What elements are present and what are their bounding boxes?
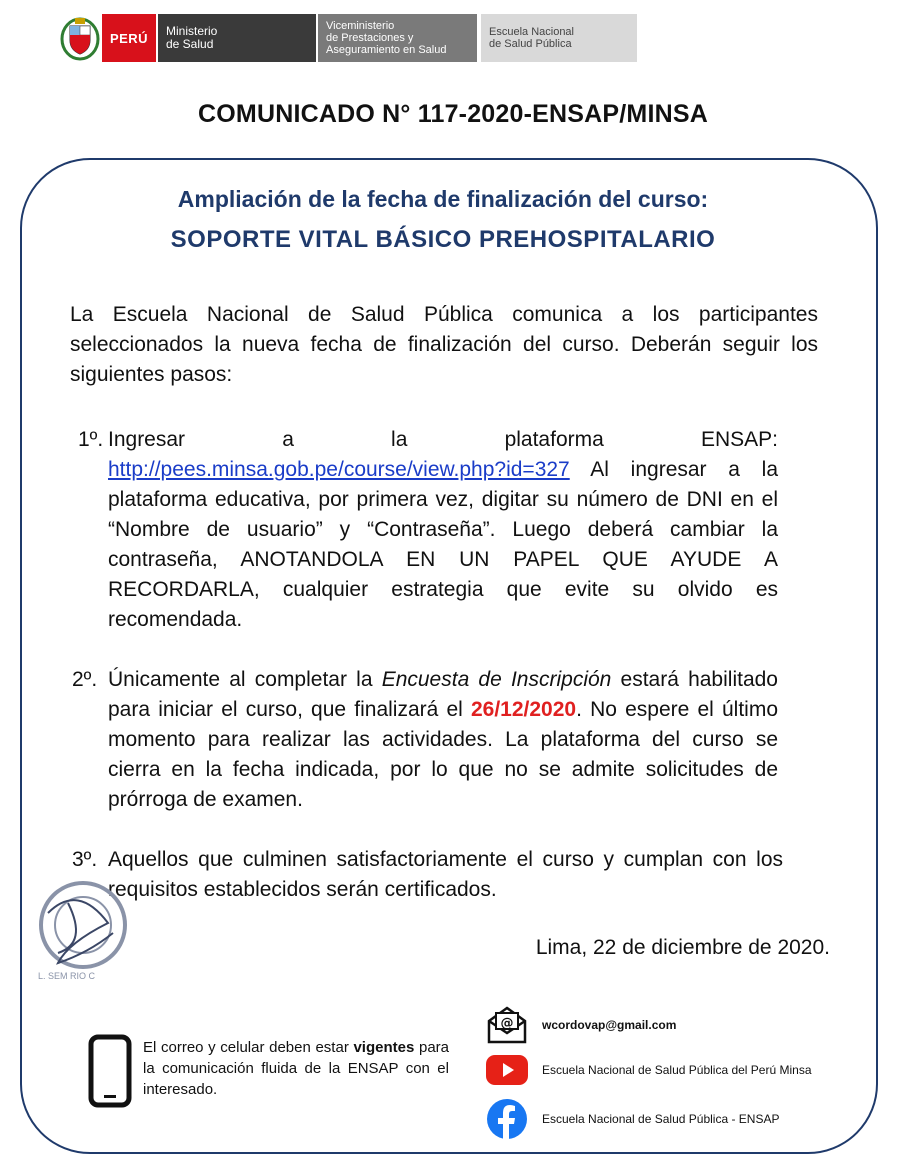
step-1-text: Ingresar a la plataforma ENSAP: http://pees.minsa.gob.pe/course/view.php?id=327 Al ingresar a la plataforma educativa, por primera vez, digitar su número de DNI en el “Nombre de usuario” y “Contraseña”. Luego deberá cambiar la contraseña, ANOTANDOLA EN UN PAPEL QUE AYUDE A RECORDARLA, cualquier estrategia que evite su olvido es recomendada. xyxy=(108,428,778,631)
svg-text:L. SEM RIO C: L. SEM RIO C xyxy=(38,971,96,981)
school-label: Escuela Nacional de Salud Pública xyxy=(481,14,637,62)
page-title: COMUNICADO N° 117-2020-ENSAP/MINSA xyxy=(198,100,708,128)
step-3-text: Aquellos que culminen satisfactoriamente el curso y cumplan con los requisitos establecidos serán certificados. xyxy=(108,848,783,901)
facebook-icon xyxy=(486,1098,528,1140)
step-2-text: Únicamente al completar la Encuesta de Inscripción estará habilitado para iniciar el curso, que finalizará el 26/12/2020. No espere el último momento para realizar las actividades. La plataforma del curso se cierra en la fecha indicada, por lo que no se admite solicitudes de prórroga de examen. xyxy=(108,668,778,811)
ministry-label: Ministerio de Salud xyxy=(156,14,316,62)
facebook-contact xyxy=(486,1098,779,1140)
subtitle: Ampliación de la fecha de finalización del curso: xyxy=(177,186,709,212)
youtube-contact xyxy=(486,1049,812,1091)
step-3-number: 3º. xyxy=(72,848,98,871)
viceministry-label: Viceministerio de Prestaciones y Aseguramiento en Salud xyxy=(316,14,477,62)
youtube-channel[interactable]: Escuela Nacional de Salud Pública del Perú Minsa xyxy=(542,1063,812,1077)
step-1-number: 1º. xyxy=(78,428,104,451)
contact-note: El correo y celular deben estar vigentes para la comunicación fluida de la ENSAP con el interesado. xyxy=(143,1039,449,1098)
end-date: 26/12/2020 xyxy=(470,698,577,721)
official-stamp-icon xyxy=(28,873,138,983)
email-icon xyxy=(486,1005,528,1045)
mobile-phone-icon xyxy=(88,1034,132,1108)
peru-label: PERÚ xyxy=(102,14,156,62)
youtube-icon xyxy=(486,1054,528,1086)
step-2-number: 2º. xyxy=(72,668,98,691)
coat-of-arms-icon xyxy=(58,14,102,62)
place-date: Lima, 22 de diciembre de 2020. xyxy=(535,936,830,959)
header-banner xyxy=(58,14,637,62)
intro-paragraph: La Escuela Nacional de Salud Pública comunica a los participantes seleccionados la nueva fecha de finalización del curso. Deberán seguir los siguientes pasos: xyxy=(70,303,818,386)
course-name: SOPORTE VITAL BÁSICO PREHOSPITALARIO xyxy=(170,226,716,253)
email-contact xyxy=(486,1004,676,1046)
email-address[interactable]: wcordovap@gmail.com xyxy=(542,1018,677,1032)
svg-text:@: @ xyxy=(500,1016,514,1031)
platform-link[interactable]: http://pees.minsa.gob.pe/course/view.php?id=327 xyxy=(108,458,570,481)
facebook-page[interactable]: Escuela Nacional de Salud Pública - ENSAP xyxy=(542,1112,780,1126)
